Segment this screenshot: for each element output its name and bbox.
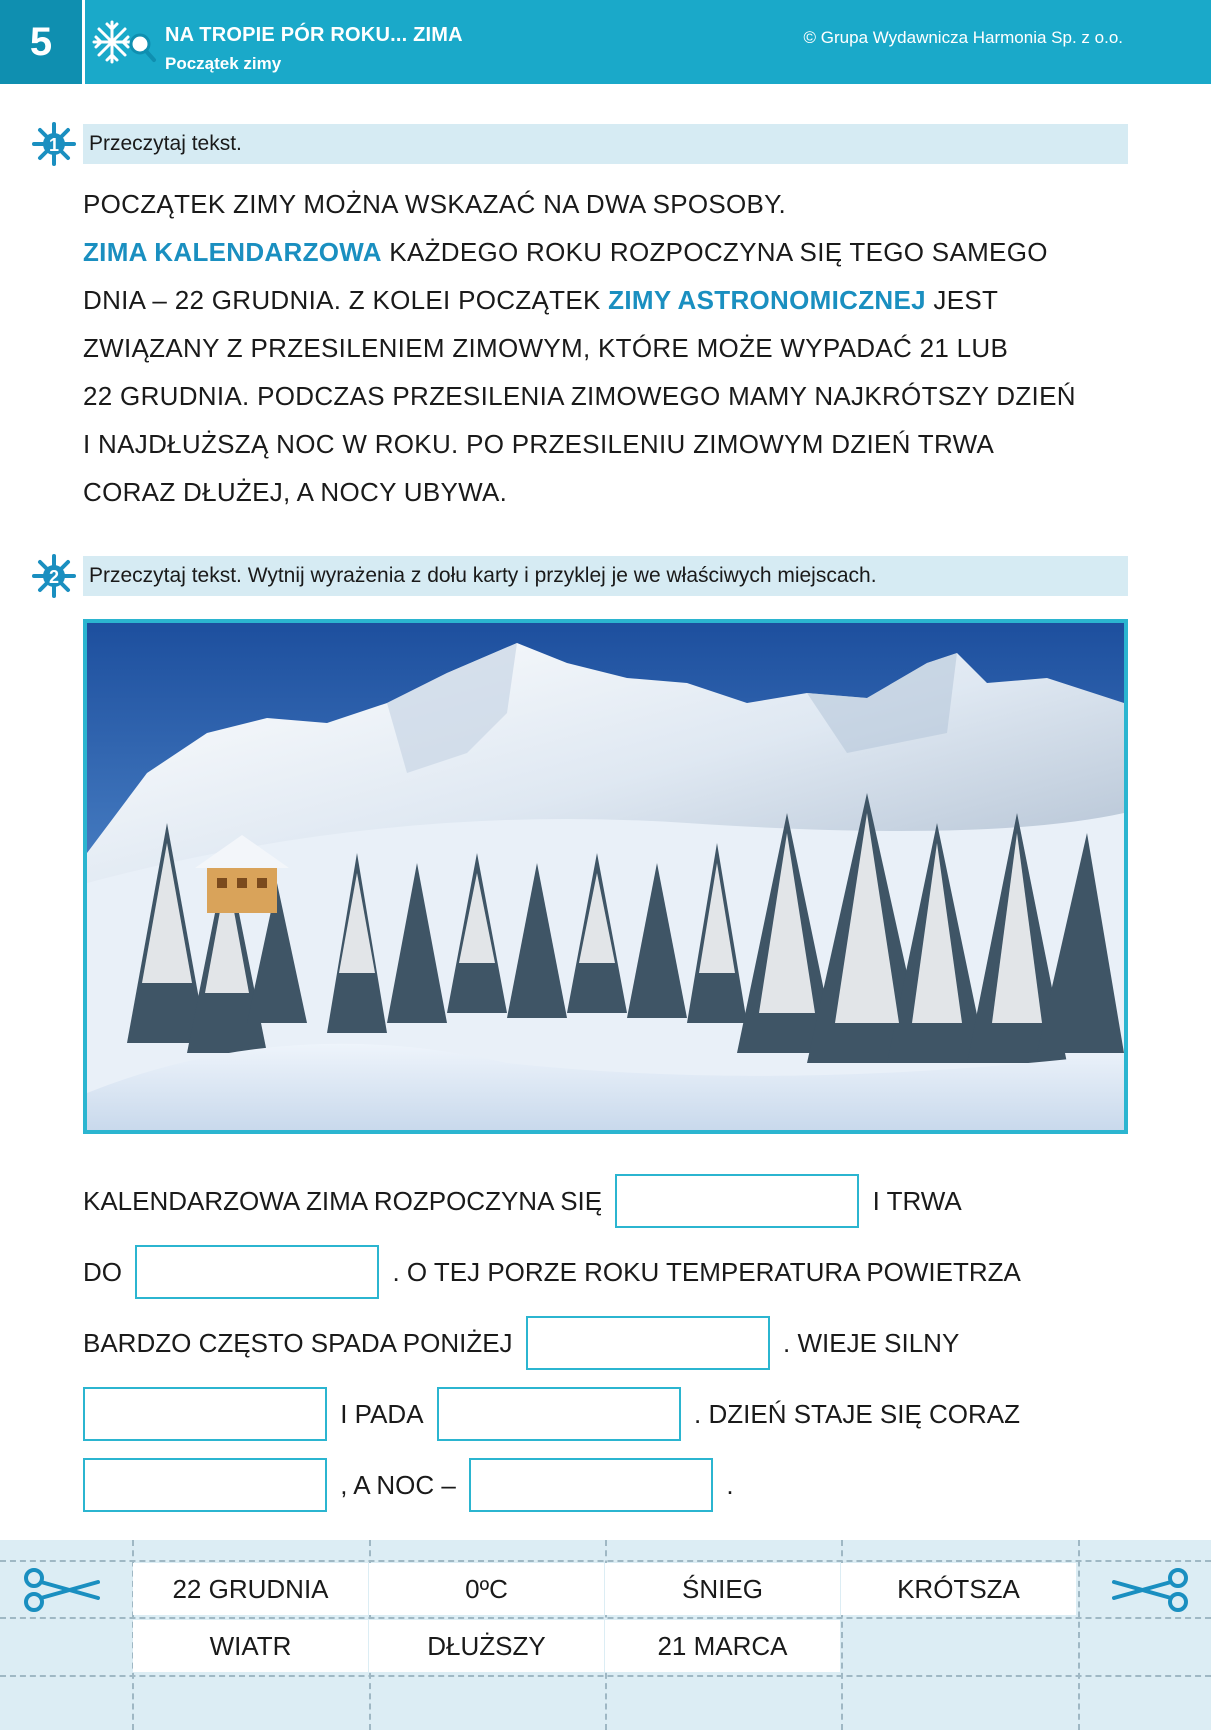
sentence-line-5: , A NOC – . xyxy=(83,1455,1133,1511)
sentence-line-2: DO . O TEJ PORZE ROKU TEMPERATURA POWIETRZA xyxy=(83,1242,1133,1298)
task-1-snowflake-icon xyxy=(32,122,76,166)
cutout-chip[interactable]: ŚNIEG xyxy=(605,1563,840,1615)
sentence-line-3: BARDZO CZĘSTO SPADA PONIŻEJ . WIEJE SILNY xyxy=(83,1313,1133,1369)
cutout-chip[interactable]: 22 GRUDNIA xyxy=(133,1563,368,1615)
cutout-chip[interactable]: KRÓTSZA xyxy=(841,1563,1076,1615)
cutout-chip[interactable]: WIATR xyxy=(133,1620,368,1672)
winter-landscape-photo xyxy=(83,619,1128,1134)
term-calendar-winter: ZIMA KALENDARZOWA xyxy=(83,237,382,267)
page-number: 5 xyxy=(0,0,82,84)
snowflake-magnifier-icon xyxy=(90,18,158,66)
reading-line: 22 GRUDNIA. PODCZAS PRZESILENIA ZIMOWEGO MAMY NAJKRÓTSZY DZIEŃ xyxy=(83,381,1076,411)
reading-line: DNIA – 22 GRUDNIA. Z KOLEI POCZĄTEK ZIMY ASTRONOMICZNEJ JEST xyxy=(83,285,999,315)
answer-box-7[interactable] xyxy=(469,1458,713,1512)
task-2-snowflake-icon xyxy=(32,554,76,598)
reading-line: ZIMA KALENDARZOWA KAŻDEGO ROKU ROZPOCZYNA SIĘ TEGO SAMEGO xyxy=(83,237,1048,267)
answer-box-1[interactable] xyxy=(615,1174,859,1228)
reading-text xyxy=(83,180,1128,516)
lesson-subtitle: Początek zimy xyxy=(165,54,282,73)
page-header xyxy=(0,0,1211,84)
series-title: NA TROPIE PÓR ROKU... ZIMA xyxy=(165,24,463,46)
reading-line: CORAZ DŁUŻEJ, A NOCY UBYWA. xyxy=(83,477,508,507)
sentence-line-4: I PADA . DZIEŃ STAJE SIĘ CORAZ xyxy=(83,1384,1133,1440)
cutout-chip[interactable]: DŁUŻSZY xyxy=(369,1620,604,1672)
cutout-chip[interactable]: 0ºC xyxy=(369,1563,604,1615)
task-2-instruction: Przeczytaj tekst. Wytnij wyrażenia z dołu karty i przyklej je we właściwych miejscach. xyxy=(83,556,1128,596)
cutout-chip[interactable]: 21 MARCA xyxy=(605,1620,840,1672)
sentence-line-1: KALENDARZOWA ZIMA ROZPOCZYNA SIĘ I TRWA xyxy=(83,1171,1133,1227)
cutout-empty-slot xyxy=(841,1620,1076,1672)
reading-line: I NAJDŁUŻSZĄ NOC W ROKU. PO PRZESILENIU ZIMOWYM DZIEŃ TRWA xyxy=(83,429,995,459)
answer-box-6[interactable] xyxy=(83,1458,327,1512)
task-2-number: 2 xyxy=(48,567,60,587)
answer-box-3[interactable] xyxy=(526,1316,770,1370)
cut-line xyxy=(1078,1540,1080,1730)
reading-line: POCZĄTEK ZIMY MOŻNA WSKAZAĆ NA DWA SPOSOBY. xyxy=(83,189,786,219)
answer-box-4[interactable] xyxy=(83,1387,327,1441)
term-astronomical-winter: ZIMY ASTRONOMICZNEJ xyxy=(608,285,926,315)
copyright-notice: © Grupa Wydawnicza Harmonia Sp. z o.o. xyxy=(803,28,1123,47)
answer-box-5[interactable] xyxy=(437,1387,681,1441)
scissors-right-icon xyxy=(1110,1568,1190,1612)
task-1-instruction: Przeczytaj tekst. xyxy=(83,124,1128,164)
reading-line: ZWIĄZANY Z PRZESILENIEM ZIMOWYM, KTÓRE MOŻE WYPADAĆ 21 LUB xyxy=(83,333,1009,363)
cutout-word-grid xyxy=(133,1563,1078,1672)
answer-box-2[interactable] xyxy=(135,1245,379,1299)
header-divider xyxy=(82,0,85,84)
task-1-number: 1 xyxy=(48,135,60,155)
scissors-left-icon xyxy=(22,1568,102,1612)
